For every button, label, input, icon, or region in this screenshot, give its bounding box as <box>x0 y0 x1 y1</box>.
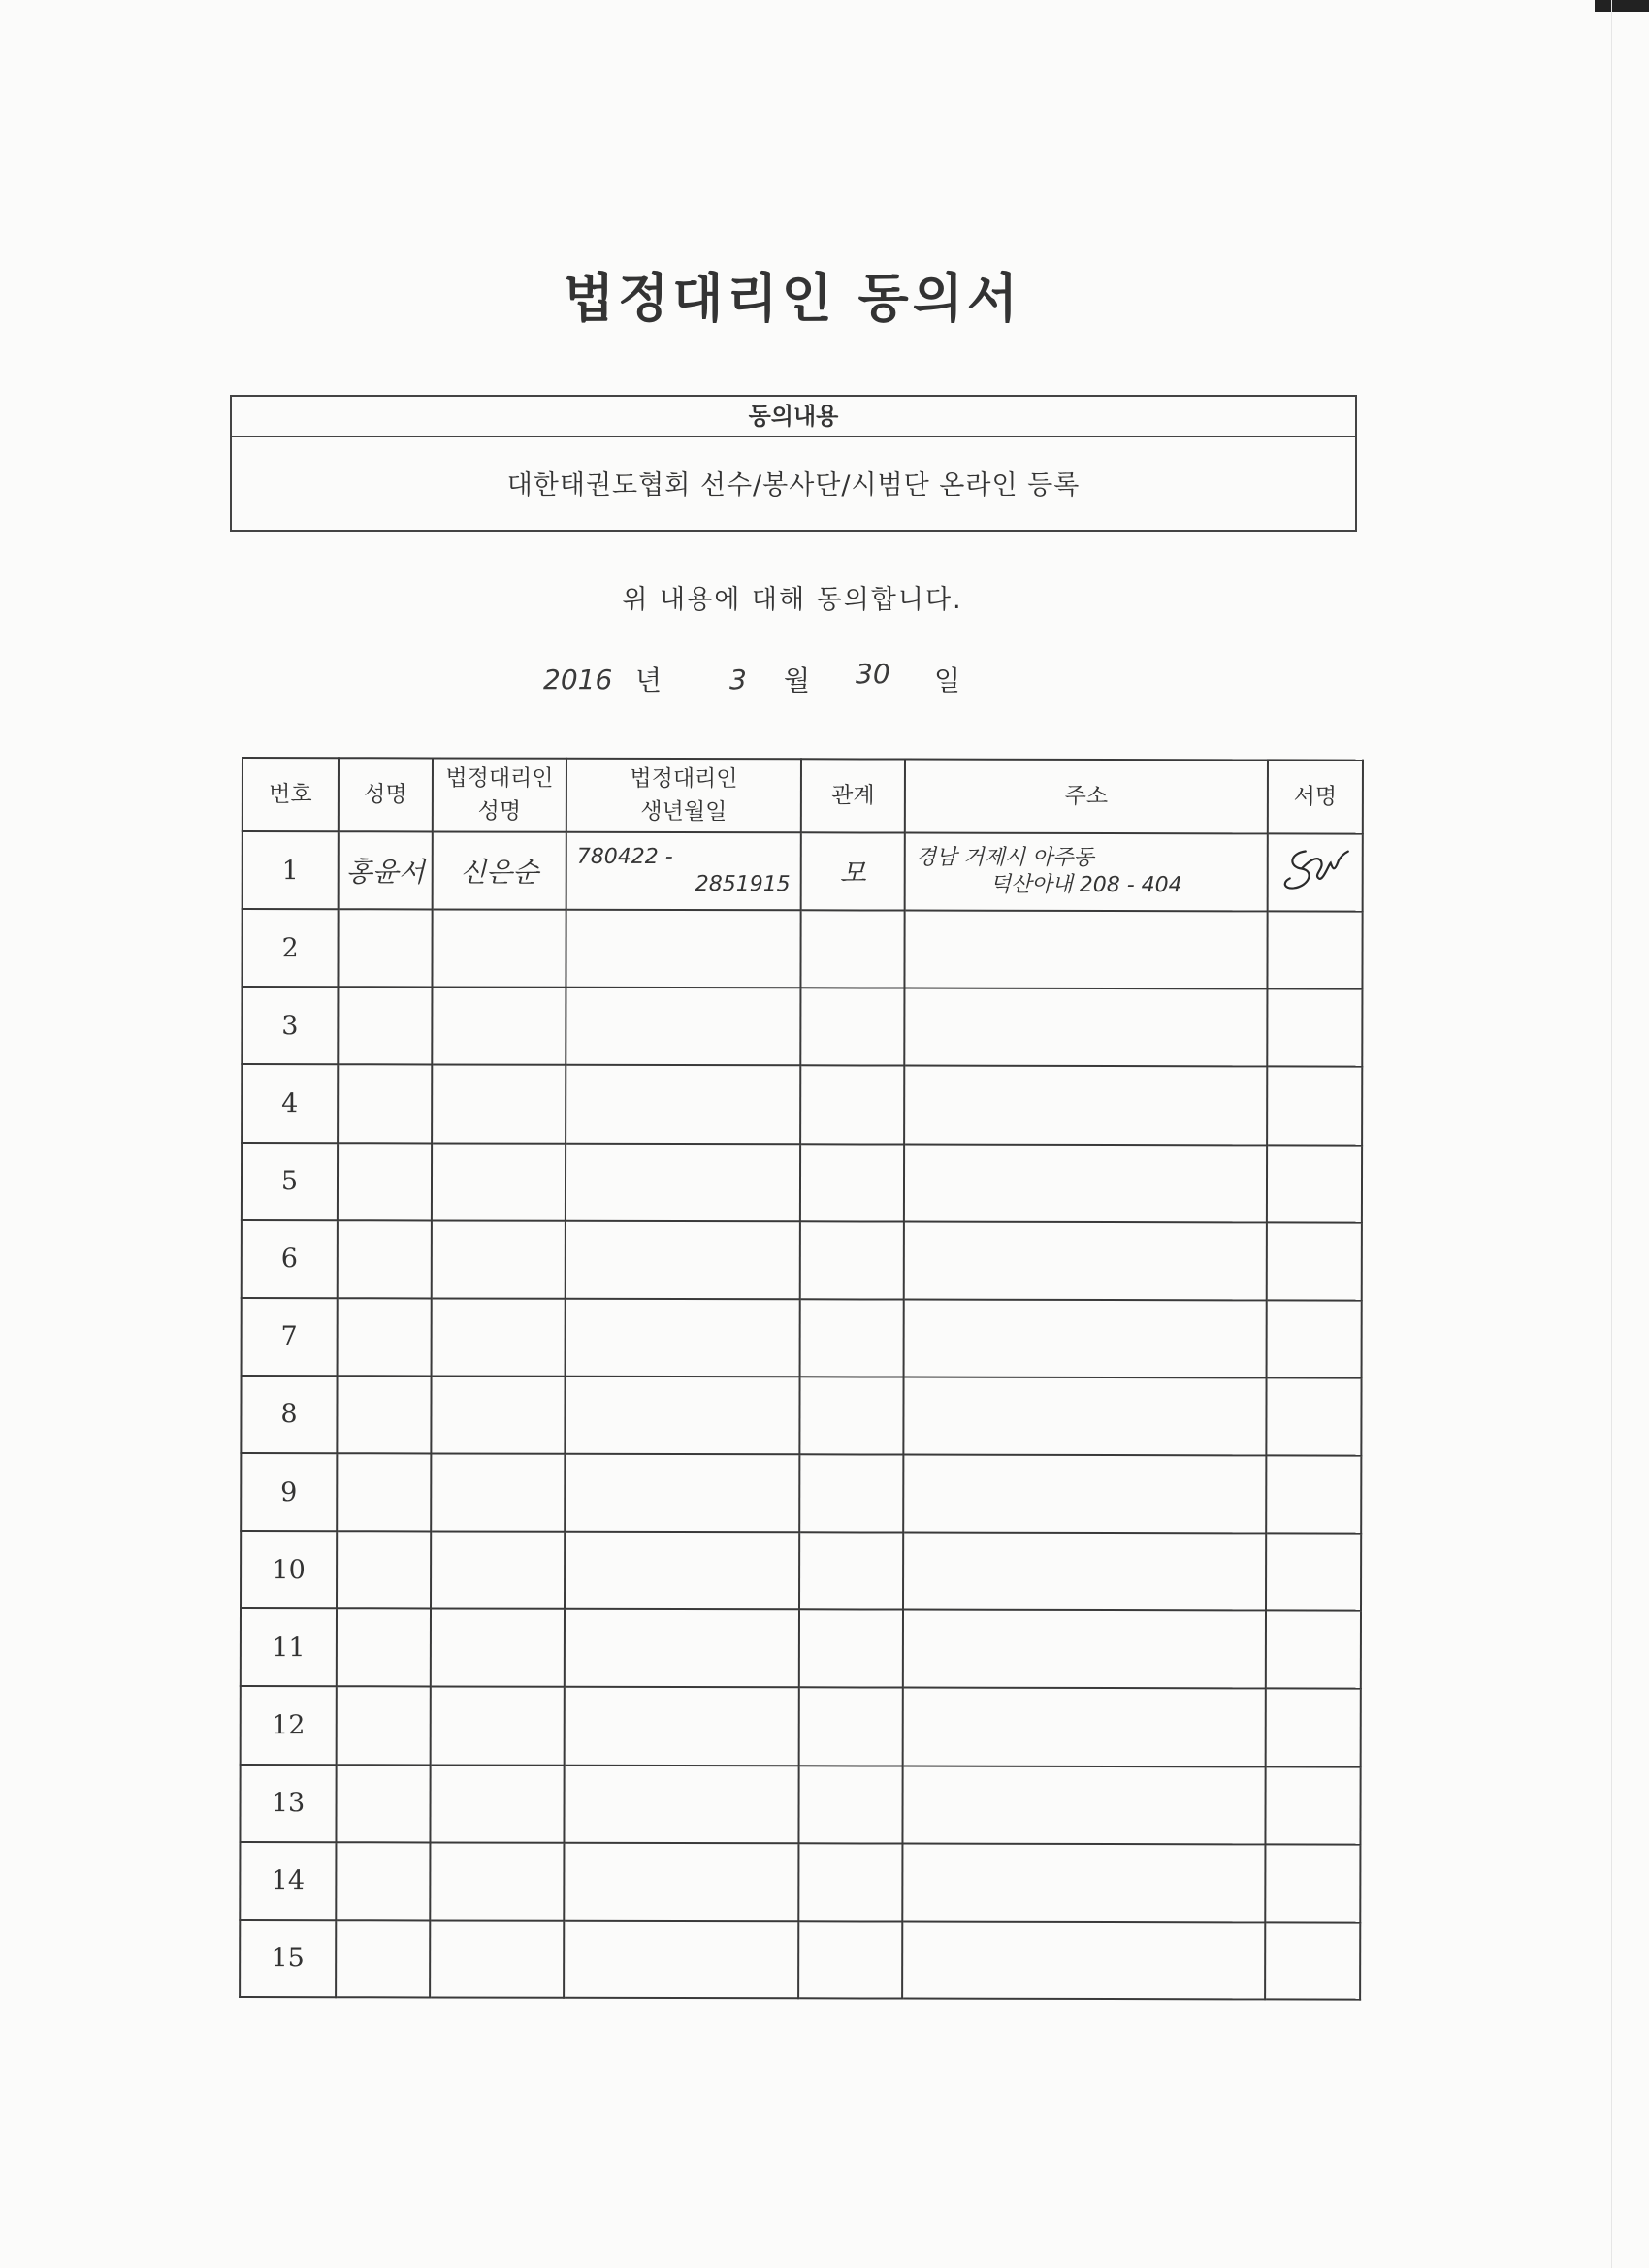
empty-cell <box>432 1065 566 1143</box>
empty-cell <box>904 1144 1267 1222</box>
empty-cell <box>1265 1766 1360 1844</box>
empty-cell <box>336 1842 430 1920</box>
row-number: 8 <box>241 1376 337 1453</box>
empty-cell <box>432 1298 566 1376</box>
guardian-birth-line2: 2851915 <box>695 872 791 897</box>
row-number: 3 <box>242 987 338 1064</box>
empty-cell <box>799 1532 903 1609</box>
empty-cell <box>1267 1067 1362 1145</box>
empty-cell <box>800 1066 904 1144</box>
empty-cell <box>902 1921 1265 1999</box>
empty-cell <box>337 1608 431 1686</box>
empty-cell <box>799 1688 903 1766</box>
empty-cell <box>564 1921 798 1999</box>
empty-cell <box>566 1065 800 1144</box>
row-number: 9 <box>241 1453 337 1531</box>
row-number: 1 <box>242 831 339 909</box>
date-day: 30 <box>856 658 890 690</box>
header-signature: 서명 <box>1268 760 1363 833</box>
empty-cell <box>565 1687 799 1766</box>
table-row <box>241 1608 1361 1689</box>
header-guardian-name-line1: 법정대리인 <box>445 765 554 792</box>
consent-box <box>230 395 1357 532</box>
row-number: 14 <box>240 1842 336 1920</box>
empty-cell <box>800 1221 904 1299</box>
empty-cell <box>1266 1611 1361 1689</box>
empty-cell <box>564 1842 798 1921</box>
empty-cell <box>903 1610 1266 1689</box>
table-row <box>240 1920 1360 2000</box>
empty-cell <box>431 1453 565 1531</box>
empty-cell <box>565 1454 799 1533</box>
empty-cell <box>798 1843 902 1921</box>
table-row <box>242 909 1362 989</box>
empty-cell <box>904 911 1267 989</box>
empty-cell <box>432 1220 566 1298</box>
row-number: 11 <box>241 1608 337 1686</box>
empty-cell <box>566 988 800 1066</box>
empty-cell <box>1267 1145 1362 1222</box>
address-cell <box>905 833 1268 912</box>
header-guardian-birth-line2: 생년월일 <box>640 798 728 826</box>
address-line2: 덕산아내 208 - 404 <box>989 872 1182 898</box>
row-number: 15 <box>240 1920 336 1997</box>
table-row <box>240 1764 1360 1844</box>
guardian-birth-cell <box>566 832 801 911</box>
signature-cell <box>1268 833 1363 911</box>
table-row <box>242 1064 1362 1145</box>
empty-cell <box>800 988 904 1066</box>
date-month: 3 <box>729 664 747 696</box>
empty-cell <box>566 1220 800 1299</box>
date-year: 2016 <box>543 664 613 696</box>
empty-cell <box>904 1221 1267 1300</box>
empty-cell <box>338 909 432 987</box>
empty-cell <box>1266 1377 1361 1455</box>
row-number: 13 <box>240 1764 336 1841</box>
handwritten-signature <box>1277 839 1354 899</box>
header-guardian-name-line2: 성명 <box>477 798 522 825</box>
empty-cell <box>565 1377 799 1455</box>
table-row <box>241 1376 1361 1456</box>
table-header-row <box>242 758 1363 834</box>
empty-cell <box>565 1609 799 1688</box>
table-row <box>240 1842 1360 1923</box>
relation-cell <box>801 832 905 910</box>
table-row <box>241 1453 1361 1534</box>
table-row <box>242 1143 1362 1223</box>
table-row <box>242 831 1363 912</box>
row-number: 2 <box>242 909 338 987</box>
consent-content: 대한태권도협회 선수/봉사단/시범단 온라인 등록 <box>506 470 1081 501</box>
header-guardian-birth-line1: 법정대리인 <box>630 765 738 793</box>
empty-cell <box>1267 912 1362 989</box>
empty-cell <box>903 1688 1266 1766</box>
date-line <box>0 660 1649 708</box>
table-row <box>242 1298 1362 1378</box>
empty-cell <box>1266 1455 1361 1533</box>
empty-cell <box>432 988 566 1065</box>
empty-cell <box>800 1144 904 1221</box>
agreement-statement: 위 내용에 대해 동의합니다. <box>622 585 963 615</box>
empty-cell <box>1265 1922 1360 1999</box>
row-number: 4 <box>242 1064 338 1142</box>
empty-cell <box>337 1687 431 1765</box>
empty-cell <box>431 1687 565 1765</box>
empty-cell <box>336 1920 430 1997</box>
row-number: 12 <box>241 1686 337 1764</box>
empty-cell <box>903 1455 1266 1534</box>
empty-cell <box>1267 989 1362 1067</box>
consent-header: 동의내용 <box>232 397 1355 437</box>
guardian-birth-line1: 780422 - <box>576 844 673 870</box>
empty-cell <box>337 1453 431 1531</box>
row-number: 7 <box>242 1298 338 1376</box>
empty-cell <box>798 1921 902 1998</box>
header-name: 성명 <box>339 758 433 831</box>
empty-cell <box>1266 1534 1361 1611</box>
empty-cell <box>1267 1300 1362 1377</box>
header-guardian-birth <box>566 759 801 833</box>
empty-cell <box>430 1920 564 1998</box>
empty-cell <box>566 910 800 988</box>
scan-edge-mark <box>1595 0 1649 12</box>
empty-cell <box>431 1376 565 1453</box>
student-name: 홍윤서 <box>345 856 425 889</box>
empty-cell <box>800 1299 904 1377</box>
empty-cell <box>1267 1222 1362 1300</box>
empty-cell <box>1265 1844 1360 1922</box>
empty-cell <box>338 1143 432 1220</box>
empty-cell <box>800 910 904 988</box>
empty-cell <box>902 1843 1265 1922</box>
table-row <box>241 1686 1361 1766</box>
empty-cell <box>431 1609 565 1687</box>
empty-cell <box>337 1376 431 1453</box>
empty-cell <box>432 1143 566 1220</box>
empty-cell <box>904 1299 1267 1377</box>
row-number: 6 <box>242 1220 338 1298</box>
date-year-label: 년 <box>635 664 663 697</box>
empty-cell <box>799 1454 903 1532</box>
empty-cell <box>798 1766 902 1843</box>
date-day-label: 일 <box>934 664 961 697</box>
empty-cell <box>903 1533 1266 1611</box>
empty-cell <box>565 1532 799 1610</box>
empty-cell <box>903 1377 1266 1455</box>
empty-cell <box>430 1842 564 1920</box>
empty-cell <box>904 988 1267 1067</box>
table-row <box>242 1220 1362 1301</box>
empty-cell <box>338 1220 432 1298</box>
empty-cell <box>431 1532 565 1609</box>
header-number: 번호 <box>242 758 339 831</box>
empty-cell <box>338 987 432 1064</box>
empty-cell <box>338 1065 432 1143</box>
guardian-name: 신은순 <box>460 856 539 889</box>
row-number: 5 <box>242 1143 338 1220</box>
empty-cell <box>902 1766 1265 1844</box>
header-guardian-name <box>433 758 566 831</box>
empty-cell <box>904 1066 1267 1145</box>
guardian-name-cell <box>433 831 566 909</box>
empty-cell <box>432 910 566 988</box>
table-row <box>242 987 1362 1067</box>
empty-cell <box>566 1143 800 1221</box>
guardian-consent-table <box>239 757 1364 2001</box>
row-number: 10 <box>241 1531 337 1608</box>
empty-cell <box>338 1298 432 1376</box>
header-address: 주소 <box>905 760 1268 834</box>
empty-cell <box>1266 1689 1361 1766</box>
empty-cell <box>799 1610 903 1688</box>
student-name-cell <box>339 831 433 909</box>
empty-cell <box>336 1765 430 1842</box>
empty-cell <box>337 1531 431 1608</box>
scan-fold-line <box>1611 0 1612 2268</box>
date-month-label: 월 <box>784 664 811 697</box>
empty-cell <box>564 1765 798 1843</box>
empty-cell <box>799 1377 903 1454</box>
empty-cell <box>430 1765 564 1842</box>
document-title: 법정대리인 동의서 <box>563 268 1022 329</box>
empty-cell <box>566 1299 800 1377</box>
address-line1: 경남 거제시 아주동 <box>915 845 1094 871</box>
relation: 모 <box>839 857 866 890</box>
table-row <box>241 1531 1361 1611</box>
header-relation: 관계 <box>801 759 905 832</box>
